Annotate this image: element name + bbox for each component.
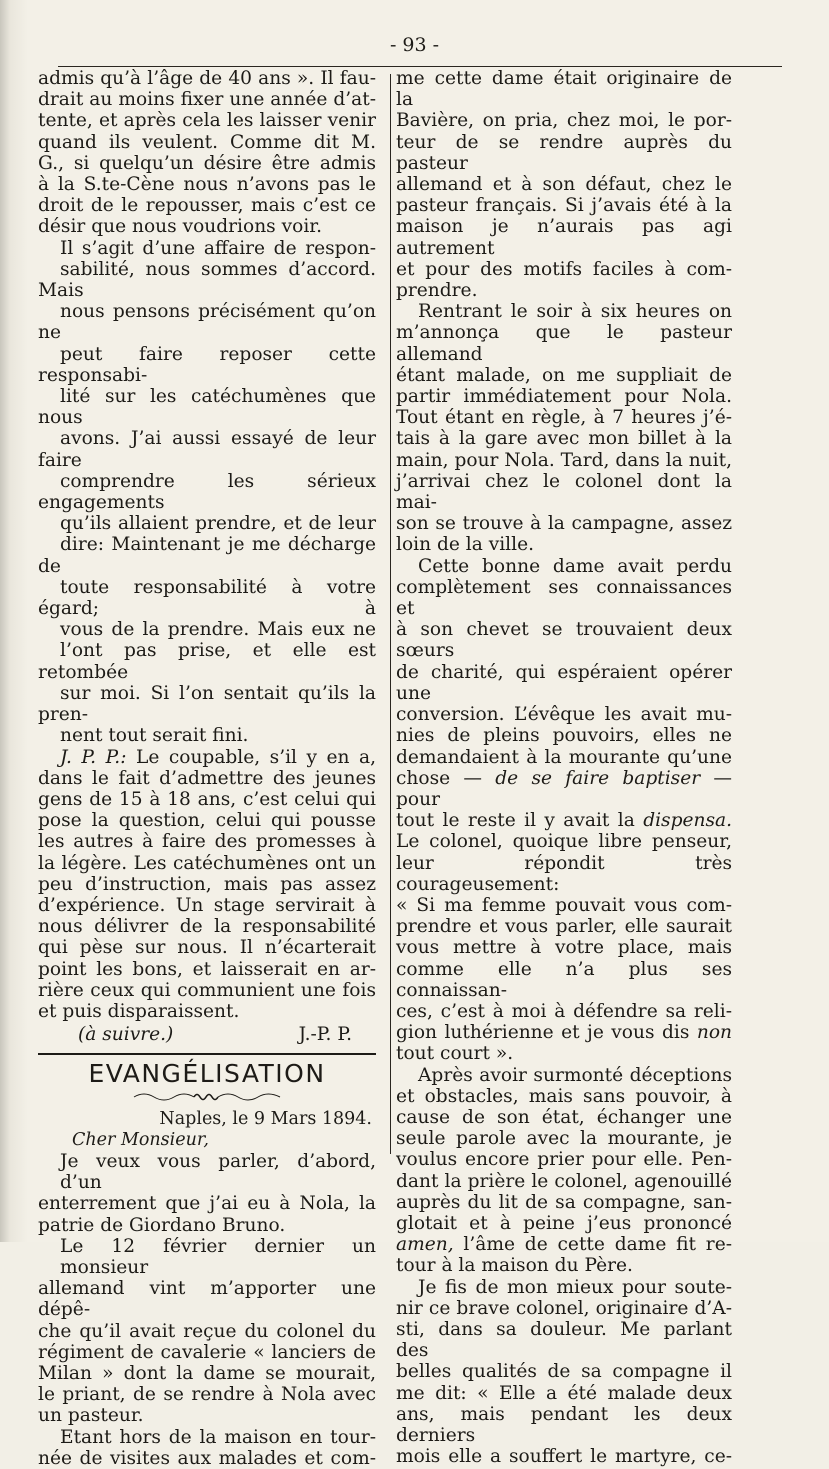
column-divider bbox=[390, 74, 391, 1154]
page-number: - 93 - bbox=[389, 34, 440, 56]
text-line: et pour des motifs faciles à com- bbox=[396, 258, 732, 280]
right-column bbox=[396, 68, 732, 1467]
text-line: sti, dans sa douleur. Me parlant des bbox=[396, 1318, 732, 1362]
paragraph-colonel bbox=[396, 1277, 732, 1468]
paragraph-journey bbox=[396, 301, 732, 555]
text-line: maison je n’aurais pas agi autrement bbox=[396, 216, 732, 259]
text-line: m’annonça que le pasteur allemand bbox=[396, 322, 732, 365]
text-line: et obstacles, mais sans pouvoir, à bbox=[396, 1085, 732, 1107]
text-line bbox=[396, 1022, 732, 1043]
text-line: le priant, de se rendre à Nola avec bbox=[38, 1384, 376, 1406]
text-line: me cette dame était originaire de la bbox=[396, 68, 732, 111]
paragraph-visits bbox=[38, 1427, 376, 1469]
text-line: l’ont pas prise, et elle est retombée bbox=[38, 640, 376, 683]
text-line: enterrement que j’ai eu à Nola, la bbox=[38, 1193, 376, 1215]
text-line: qui pèse sur nous. Il n’écarterait bbox=[38, 937, 376, 959]
text-line: dant la prière le colonel, agenouillé bbox=[396, 1170, 732, 1192]
text-line: régiment de cavalerie « lanciers de bbox=[38, 1341, 376, 1363]
text-line: me dit: « Elle a été malade deux bbox=[396, 1382, 732, 1404]
text-line: droit de le repousser, mais c’est ce bbox=[38, 195, 376, 217]
text-line: un pasteur. bbox=[38, 1405, 144, 1427]
text-line: Etant hors de la maison en tour- bbox=[60, 1426, 376, 1448]
text-line: nies de pleins pouvoirs, elles ne bbox=[396, 725, 732, 747]
emphasis-text: de se faire baptiser bbox=[495, 767, 701, 789]
letter-salutation: Cher Monsieur, bbox=[72, 1129, 209, 1150]
text-line: pasteur français. Si j’avais été à la bbox=[396, 195, 732, 217]
text-line: tente, et après cela les laisser venir bbox=[38, 110, 376, 132]
text-line: G., si quelqu’un désire être admis bbox=[38, 152, 376, 174]
text-line: à son chevet se trouvaient deux sœurs bbox=[396, 619, 732, 662]
text-line: Milan » dont la dame se mourait, bbox=[38, 1362, 376, 1384]
text-line: complètement ses connaissances et bbox=[396, 576, 732, 620]
text-line: cause de son état, échanger une bbox=[396, 1106, 732, 1128]
text-line: main, pour Nola. Tard, dans la nuit, bbox=[396, 449, 732, 471]
text-line: la légère. Les catéchumènes ont un bbox=[38, 852, 376, 874]
text-line: drait au moins fixer une année d’at- bbox=[38, 89, 376, 111]
text-line: point les bons, et laisserait en ar- bbox=[38, 958, 376, 980]
text-line: née de visites aux malades et com- bbox=[38, 1447, 376, 1469]
text-line: avons. J’ai aussi essayé de leur faire bbox=[38, 428, 376, 471]
text-line: prendre. bbox=[396, 280, 478, 302]
paragraph-funeral bbox=[38, 1151, 376, 1236]
text-line: patrie de Giordano Bruno. bbox=[38, 1214, 286, 1236]
text-line bbox=[396, 768, 732, 810]
text-line: qu’ils allaient prendre, et de leur bbox=[60, 513, 376, 535]
text-line: son se trouve à la campagne, assez bbox=[396, 513, 732, 535]
text-line: Le colonel, quoique libre penseur, bbox=[396, 831, 732, 853]
header-rule bbox=[58, 66, 782, 67]
text-line: quand ils veulent. Comme dit M. bbox=[38, 131, 376, 153]
text-line: les autres à faire des promesses à bbox=[38, 831, 376, 853]
text-fragment: tout le reste il y avait la bbox=[396, 810, 635, 832]
text-line: et puis disparaissent. bbox=[38, 1000, 240, 1022]
text-line bbox=[396, 1234, 732, 1255]
text-line: conversion. L’évêque les avait mu- bbox=[396, 704, 732, 726]
text-line: auprès du lit de sa compagne, san- bbox=[396, 1191, 732, 1213]
to-be-continued: (à suivre.) bbox=[78, 1024, 174, 1046]
text-line: ans, mais pendant les deux derniers bbox=[396, 1403, 732, 1446]
text-line: vous mettre à votre place, mais bbox=[396, 937, 732, 959]
text-line: rière ceux qui communient une fois bbox=[38, 979, 376, 1001]
text-line: Bavière, on pria, chez moi, le por- bbox=[396, 110, 732, 132]
signature-row bbox=[38, 1024, 376, 1045]
text-line: demandaient à la mourante qu’une bbox=[396, 746, 732, 768]
text-line: leur répondit très courageusement: bbox=[396, 852, 732, 895]
text-line: lité sur les catéchumènes que nous bbox=[38, 386, 376, 429]
text-line: d’expérience. Un stage servirait à bbox=[38, 894, 376, 916]
emphasis-text: amen, bbox=[396, 1234, 454, 1256]
text-line: sur moi. Si l’on sentait qu’ils la pren- bbox=[38, 682, 376, 726]
text-line: désir que nous voudrions voir. bbox=[38, 216, 323, 238]
text-fragment: gion luthérienne et je vous dis bbox=[396, 1022, 690, 1044]
text-line: Tout étant en règle, à 7 heures j’é- bbox=[396, 407, 732, 429]
text-line: prendre et vous parler, elle saurait bbox=[396, 916, 732, 938]
text-line: nent tout serait fini. bbox=[60, 725, 249, 747]
text-line: Je fis de mon mieux pour soute- bbox=[418, 1276, 732, 1298]
paragraph-telegram bbox=[38, 1236, 376, 1427]
author-initials: J.-P. P. bbox=[298, 1024, 352, 1046]
text-line: Le 12 février dernier un monsieur bbox=[60, 1235, 376, 1278]
text-line: glotait et à peine j’eus prononcé bbox=[396, 1212, 732, 1234]
section-title: EVANGÉLISATION bbox=[88, 1059, 326, 1089]
text-line: étant malade, on me suppliait de bbox=[396, 364, 732, 386]
text-line: teur de se rendre auprès du pasteur bbox=[396, 131, 732, 174]
text-line: partir immédiatement pour Nola. bbox=[396, 386, 732, 408]
text-line: ces, c’est à moi à défendre sa reli- bbox=[396, 1000, 732, 1022]
left-column bbox=[38, 68, 376, 1469]
text-line: dans le fait d’admettre des jeunes bbox=[38, 767, 376, 789]
text-line: pose la question, celui qui pousse bbox=[38, 810, 376, 832]
paragraph-admission bbox=[38, 68, 376, 238]
paragraph-prayer bbox=[396, 1065, 732, 1277]
ornament-divider bbox=[38, 1089, 376, 1103]
text-line: tour à la maison du Père. bbox=[396, 1255, 633, 1277]
text-line: dire: Maintenant je me décharge de bbox=[38, 534, 376, 577]
text-line bbox=[38, 747, 376, 768]
paragraph-bavaria bbox=[396, 68, 732, 301]
text-line: loin de la ville. bbox=[396, 534, 534, 556]
text-line: sabilité, nous sommes d’accord. Mais bbox=[38, 258, 376, 302]
section-rule bbox=[38, 1053, 376, 1055]
text-line: comprendre les sérieux engagements bbox=[38, 470, 376, 514]
text-line: belles qualités de sa compagne il bbox=[396, 1361, 732, 1383]
text-fragment: l’âme de cette dame fit re- bbox=[463, 1234, 732, 1256]
text-line: gens de 15 à 18 ans, c’est celui qui bbox=[38, 788, 376, 810]
text-line: Je veux vous parler, d’abord, d’un bbox=[60, 1150, 376, 1194]
text-line: seule parole avec la mourante, je bbox=[396, 1128, 732, 1150]
text-line: nous pensons précisément qu’on ne bbox=[38, 301, 376, 344]
text-line: vous de la prendre. Mais eux ne bbox=[60, 619, 376, 641]
text-line: allemand vint m’apporter une dépê- bbox=[38, 1278, 376, 1321]
text-line: « Si ma femme pouvait vous com- bbox=[396, 894, 732, 916]
ornament-swirl-icon bbox=[132, 1091, 282, 1103]
text-line: j’arrivai chez le colonel dont la mai- bbox=[396, 470, 732, 514]
text-line: tout court ». bbox=[396, 1043, 514, 1065]
speaker-initials: J. P. P.: bbox=[60, 746, 127, 768]
text-line: Cette bonne dame avait perdu bbox=[418, 555, 732, 577]
emphasis-text: non bbox=[696, 1022, 732, 1044]
text-line: allemand et à son défaut, chez le bbox=[396, 174, 732, 196]
text-line: comme elle n’a plus ses connaissan- bbox=[396, 958, 732, 1001]
text-line: peut faire reposer cette responsabi- bbox=[38, 343, 376, 386]
text-line: peu d’instruction, mais pas assez bbox=[38, 873, 376, 895]
text-line: toute responsabilité à votre égard; à bbox=[38, 576, 376, 620]
text-line: Après avoir surmonté déceptions bbox=[418, 1064, 732, 1086]
text-line: à la S.te-Cène nous n’avons pas le bbox=[38, 174, 376, 196]
text-fragment: Le coupable, s’il y en a, bbox=[135, 746, 376, 768]
text-fragment: — pour bbox=[396, 767, 732, 810]
text-line: admis qu’à l’âge de 40 ans ». Il fau- bbox=[38, 68, 376, 89]
text-line: tais à la gare avec mon billet à la bbox=[396, 428, 732, 450]
text-line: Rentrant le soir à six heures on bbox=[418, 301, 732, 323]
emphasis-text: dispensa. bbox=[643, 810, 732, 832]
text-line bbox=[396, 810, 732, 831]
text-line: Il s’agit d’une affaire de respon- bbox=[60, 237, 376, 259]
text-line: che qu’il avait reçue du colonel du bbox=[38, 1320, 376, 1342]
text-line: mois elle a souffert le martyre, ce- bbox=[396, 1446, 732, 1468]
paragraph-jpp-reply bbox=[38, 747, 376, 1023]
text-fragment: chose — bbox=[396, 767, 482, 789]
paragraph-responsibility bbox=[38, 238, 376, 747]
text-line: nous délivrer de la responsabilité bbox=[38, 916, 376, 938]
text-line: voulus encore prier pour elle. Pen- bbox=[396, 1149, 732, 1171]
text-line: de charité, qui espéraient opérer une bbox=[396, 661, 732, 704]
letter-dateline: Naples, le 9 Mars 1894. bbox=[159, 1108, 372, 1129]
text-line: nir ce brave colonel, originaire d’A- bbox=[396, 1297, 732, 1319]
paragraph-sisters bbox=[396, 556, 732, 1065]
